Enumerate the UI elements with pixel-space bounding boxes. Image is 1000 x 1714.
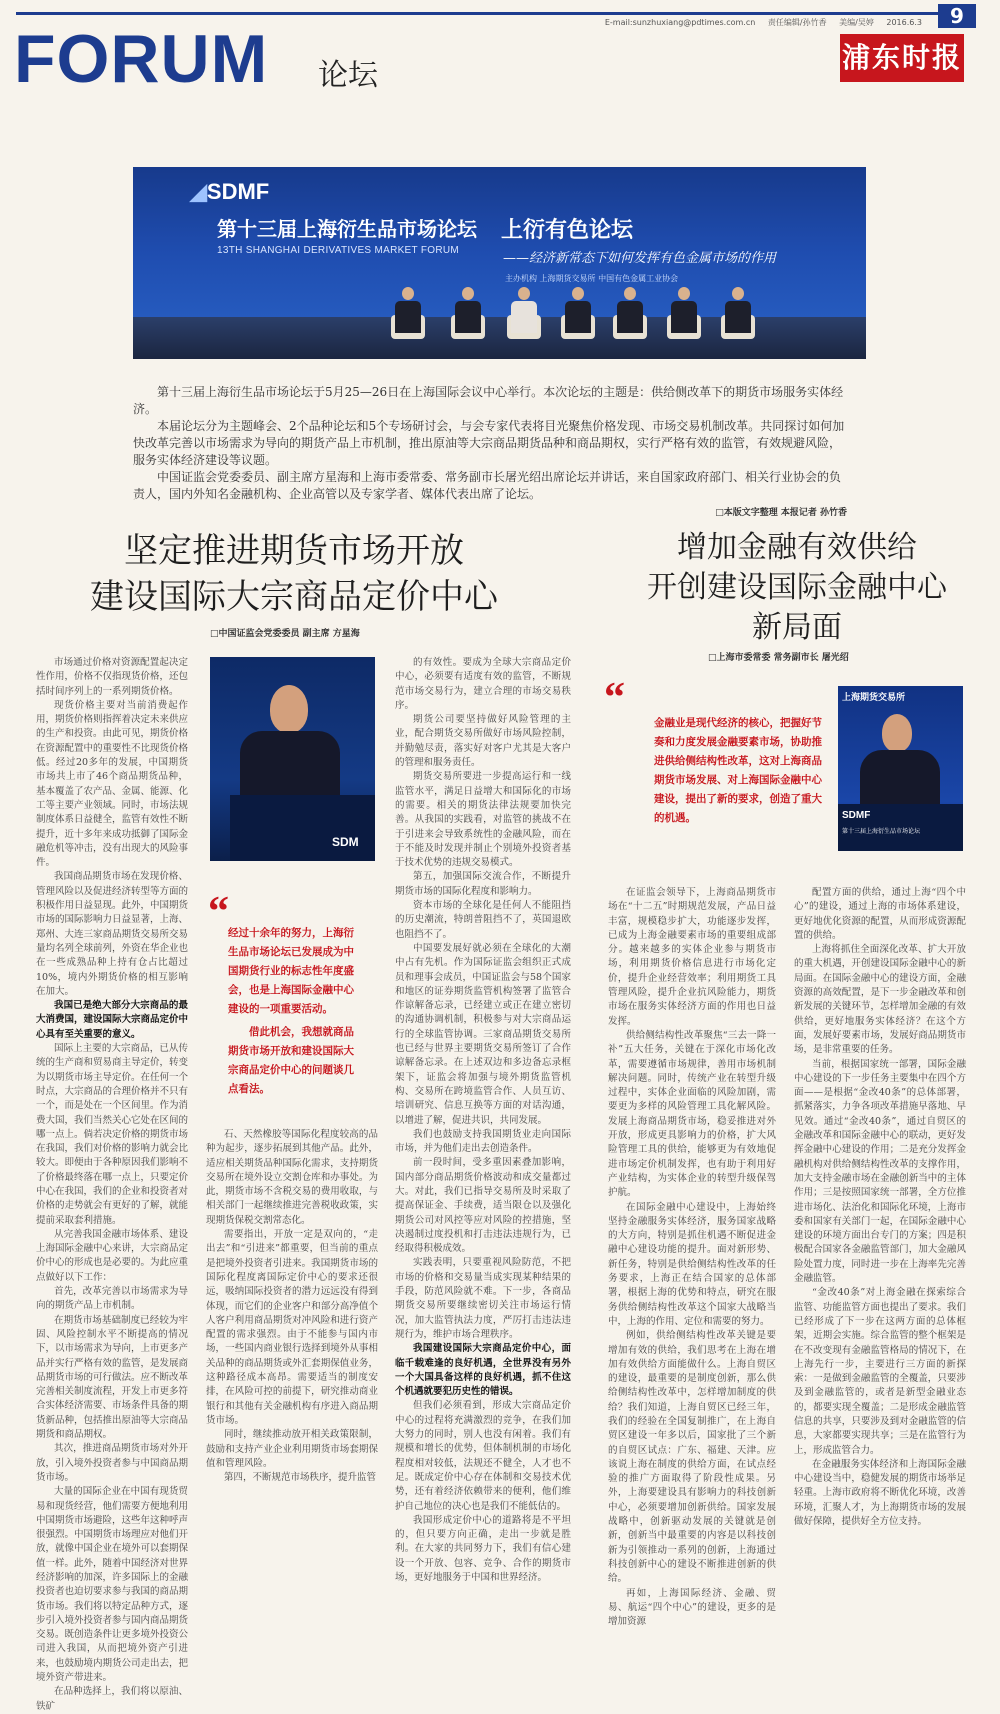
panelist-figure [725,287,751,347]
panelist-figure [671,287,697,347]
page-number: 9 [938,4,976,28]
forum-banner-photo [133,167,866,359]
right-article-headline: 增加金融有效供给 开创建设国际金融中心 新局面 [647,530,947,645]
contact-email[interactable]: E-mail:sunzhuxiang@pdtimes.com.cn [604,18,756,27]
logo-mark-icon: ◢ [190,179,207,204]
header-rule [16,12,940,15]
speaker-head [270,685,308,733]
left-article-headline: 坚定推进期货市场开放 建设国际大宗商品定价中心 [90,531,498,617]
banner-subtitle: ——经济新常态下如何发挥有色金属市场的作用 [503,251,777,266]
banner-title-cn: 第十三届上海衍生品市场论坛 [217,217,477,241]
intro-credit: □本版文字整理 本报记者 孙竹香 [715,508,847,518]
right-article-byline: □上海市委常委 常务副市长 屠光绍 [708,653,849,663]
panelist-figure [395,287,421,347]
photo-banner-text: 上海期货交易所 [842,692,906,702]
right-article-column-1: 在证监会领导下，上海商品期货市场在“十二五”时期规范发展，产品日益丰富，规模稳步扩大，功能逐步发挥，已成为上海金融要素市场的重要组成部分。越来越多的实体企业参与期货市场，利用期货价格信息进行市场化定价，提升企业经营效率；利用期货工具管理风险，提升企业抗风险能力，期货市场在服务实体经济方面的作用也日益发挥。 供给侧结构性改革聚焦“三去一降一补”五大任务，关键在于深化市场化改革，需要遵循市场规律，善用市场机制解决问题。同时，传统产业在转型升级过程中，实体企业面临的风险加剧，需要更为多样的风险管理工具化解风险。发展上海商品期货市场，稳妥推进对外开放，形成更具影响力的价格，扩大风险管理工具的供给，能够更为有效地促进市场定价机制发挥，也有助于利用好产业结构，为实体企业的转型升级保驾护航。 在国际金融中心建设中，上海始终坚持金融服务实体经济，服务国家战略的大方向，特别是抓住机遇不断促进金融中心建设功能的提升。面对新形势、新任务，特别是供给侧结构性改革的任务要求，上海正在结合国家的总体部署，根据上海的优势和特点，研究在服务供给侧结构性改革这个国家大战略当中，上海的作用、定位和需要的努力。 例如，供给侧结构性改革关键是要增加有效的供给，我们思考在上海在增加有效供给方面能做什么。上海自贸区的建设，最重要的是制度创新，那么供给侧结构性改革中，怎样增加制度的供给？我们知道，上海自贸区已经三年，我们的经验在全国复制推广，在上海自贸区建设一年多以后，国家批了三个新的自贸区试点：广东、福建、天津。应该说上海在制度的供给方面，在试点经验的推广方面取得了阶段性成果。另外，上海要建设具有影响力的科技创新中心，必须要增加创新供给。国家发展战略中，创新驱动发展的关键就是创新，创新当中最重要的内容是以科技创新为引领推动一系列的创新，上海通过科技创新中心的建设不断推进创新的供给。 再如，上海国际经济、金融、贸易、航运“四个中心”的建设，更多的是增加资源 [608,887,776,1628]
speaker-photo-fang-xinghai [210,657,375,861]
speaker-photo-tu-guangshao [838,686,963,851]
right-article-column-2: 配置方面的供给，通过上海“四个中心”的建设，通过上海的市场体系建设，更好地优化资源的配置，从而形成资源配置的供给。 上海将抓住全面深化改革、扩大开放的重大机遇，开创建设国际金融中心的新局面。在国际金融中心的建设方面，金融资源的高效配置，是下一步金融改革和创新发展的关键环节，怎样增加金融的有效供给，更好地服务实体经济？在这个方面，发展好要素市场，发展好商品期货市场，是非常重要的任务。 当前，根据国家统一部署，国际金融中心建设的下一步任务主要集中在四个方面——是根据“金改40条”的总体部署，抓紧落实，力争各项改革措施早落地、早见效。通过“金改40条”，通过自贸区的金融改革和国际金融中心的联动，更好发挥金融中心建设的作用；二是充分发挥金融机构对供给侧结构性改革的支撑作用，加大支持金融市场在金融创新当中的主体作用；三是按照国家统一部署，全方位推进市场化、法治化和国际化环境，上海市委和国家有关部门一起，在国际金融中心建设的环境方面出台专门的方案；四是积极配合国家各金融监管部门，加大金融风险处置力度，同时进一步在上海率先完善金融监管。 “金改40条”对上海金融在探索综合监管、功能监管方面也提出了要求。我们已经形成了下一步在这两方面的总体框架，近期会实施。综合监管的整个框架是在不改变现有金融监管格局的情况下，在上海先行一步，主要进行三方面的新探索：一是做到金融监管的全覆盖，只要涉及到金融监管的，或者是新型金融业态的，都要实现全覆盖；二是形成金融监管信息的共享，只要涉及到对金融监管的信息，大家都要实现共享；三是在监管行为上，形成监管合力。 在金融服务实体经济和上海国际金融中心建设当中，稳健发展的期货市场举足轻重。上海市政府将不断优化环境，改善环境，汇聚人才，为上海期货市场的发展做好保障，提供好全方位支持。 [794,887,966,1528]
photo-caption: 第十三届上海衍生品市场论坛 [842,828,921,835]
left-article-column-1: 市场通过价格对资源配置起决定性作用，价格不仅指现货价格，还包括时间序列上的一系列期货价格。 现货价格主要对当前消费起作用，期货价格则指挥着决定未来供应的生产和投资。由此可见，期货价格在资源配置中的重要性不比现货价格低。经过20多年的发展，中国期货市场共上市了46个商品期货品种，基本覆盖了农产品、金属、能源、化工等主要产业领域。同时，市场法规制度体系日益健全，监管有效性不断提升，近十多年来成功抵御了国际金融危机等冲击，没有出现大的风险事件。 我国商品期货市场在发现价格、管理风险以及促进经济转型等方面的积极作用日益显现。此外，中国期货市场的国际影响力日益显著，上海、郑州、大连三家商品期货交易所交易量均名列全球前列，外资在华企业也在一些成熟品种上持有仓占比超过10%，境内外期货价格的相互影响在加大。 我国已是绝大部分大宗商品的最大消费国，建设国际大宗商品定价中心具有至关重要的意义。 国际上主要的大宗商品，已从传统的生产商和贸易商主导定价，转变为以期货市场主导定价。在任何一个时点，大宗商品的合理价格并不只有一个，而是处在一个区间里。作为消费大国，我们当然关心它处在区间的哪一点上。倘若决定价格的期货市场在我国，我们对价格的影响力就会比较大。即便由于各种原因我们影响不了价格最终落在哪一点上，只要定价中心在我国，我们的企业和投资者对价格的走势就会有更好的了解，就能提前采取套利措施。 从完善我国金融市场体系、建设上海国际金融中心来讲，大宗商品定价中心的形成也是必要的。为此应重点做好以下工作： 首先，改革完善以市场需求为导向的期货产品上市机制。 在期货市场基础制度已经较为牢固、风险控制水平不断提高的情况下，以市场需求为导向，上市更多产品并实行严格有效的监管，是发展商品期货市场的可行做法。应不断改革完善相关制度流程，开发上市更多符合实体经济需要、市场条件具备的期货新品种，包括推出原油等大宗商品期货和商品期权。 其次，推进商品期货市场对外开放，引入境外投资者参与中国商品期货市场。 大量的国际企业在中国有现货贸易和现货经营，他们需要方便地利用中国期货市场避险，这些年这种呼声很强烈。中国期货市场理应对他们开放，就像中国企业在境外可以套期保值一样。此外，随着中国经济对世界经济影响的加深，许多国际上的金融投资者也迫切要求参与我国的商品期货市场。我们将以特定品种方式，逐步引入境外投资者参与国内商品期货交易。既创造条件让更多境外投资公司进入我国，从而把境外资产引进来，也鼓励境内期货公司走出去，把境外资产带进来。 在品种选择上，我们将以原油、铁矿 [36,657,189,1712]
panelist-figure [455,287,481,347]
intro-paragraph: 中国证监会党委委员、副主席方星海和上海市委常委、常务副市长屠光绍出席论坛并讲话，来自国家政府部门、相关行业协会的负责人，国内外知名金融机构、企业高管以及专家学者、媒体代表出席了论坛。 [133,470,842,501]
intro-paragraph: 第十三届上海衍生品市场论坛于5月25—26日在上海国际会议中心举行。本次论坛的主题是：供给侧改革下的期货市场服务实体经济。 [133,385,844,416]
stage-floor [133,317,866,359]
intro-block [133,384,847,518]
panelist-figure [565,287,591,347]
panelist-figure [511,287,537,347]
photo-brand: SDMF [842,810,871,821]
sdmf-logo: ◢SDMF [190,179,270,204]
left-article-column-2: 的有效性。要成为全球大宗商品定价中心，必须要有适度有效的监管，不断规范市场交易行为，建立合理的市场交易秩序。 期货公司要坚持做好风险管理的主业，配合期货交易所做好市场风险控制，并勤勉尽责，落实好对客户尤其是大客户的管理和服务责任。 期货交易所要进一步提高运行和一线监管水平，满足日益增大和国际化的市场的需要。相关的期货法律法规要加快完善。从我国的实践看，对监管的挑战不在于引进来会导致系统性的金融风险，而在于不能及时发现并制止个别境外投资者基于技术优势的违规交易模式。 第五，加强国际交流合作，不断提升期货市场的国际化程度和影响力。 资本市场的全球化是任何人不能阻挡的历史潮流，特朗普阻挡不了，英国退欧也阻挡不了。 中国要发展好就必须在全球化的大潮中占有先机。作为国际证监会组织正式成员和理事会成员，中国证监会与58个国家和地区的证券期货监管机构签署了监管合作谅解备忘录，已经建立或正在建立密切的沟通协调机制，积极参与对大宗商品运行的全球监管协调。三家商品期货交易所也已经与世界主要期货交易所签订了合作谅解备忘录。在上述双边和多边备忘录框架下，证监会将加强与境外期货监管机构、交易所在跨境监管合作、人员互访、培训研究、信息互换等方面的对话沟通，以增进了解，促进共识，共同发展。 我们也鼓励支持我国期货业走向国际市场，并为他们走出去创造条件。 前一段时间，受多重因素叠加影响，国内部分商品期货价格波动和成交量都过大。对此，我们已指导交易所及时采取了提高保证金、手续费，适当限仓以及强化期货公司对风控等应对风险的控措施，坚决遏制过度投机和打击违法违规行为，已经取得积极成效。 实践表明，只要重视风险防范，不把市场的价格和交易量当成实现某种结果的手段，防范风险就不难。下一步，各商品期货交易所要继续密切关注市场运行情况，加大监管执法力度，严厉打击违法违规行为，维护市场合理秩序。 我国建设国际大宗商品定价中心，面临千载难逢的良好机遇，全世界没有另外一个大国具备这样的良好机遇，抓不住这个机遇就要犯历史性的错误。 但我们必须看到，形成大宗商品定价中心的过程将充满激烈的竞争，在我们加大努力的同时，别人也没有闲着。我们有规模和增长的优势，但体制机制的市场化程度相对较低，法规还不健全，人才也不足。既成定价中心存在体制和交易技术优势，还有着经济依赖带来的便利，他们维护自己地位的决心也是我们不能低估的。 我国形成定价中心的道路将是不平坦的，但只要方向正确，走出一步就是胜利。在大家的共同努力下，我们有信心建设一个开放、包容、竞争、合作的期货市场，更好地服务于中国和世界经济。 [395,657,571,1583]
section-title-en: FORUM [14,21,269,97]
right-pull-quote: 金融业是现代经济的核心，把握好节奏和力度发展金融要素市场，协助推进供给侧结构性改革，这对上海商品期货市场发展、对上海国际金融中心建设，提出了新的要求，创造了重大的机遇。 [654,717,822,824]
banner-title-en: 13TH SHANGHAI DERIVATIVES MARKET FORUM [217,245,459,256]
banner-organizers: 主办机构 上海期货交易所 中国有色金属工业协会 [505,274,679,283]
issue-date: 2016.6.3 [886,18,922,27]
header-meta [595,17,922,28]
editor-credit: 责任编辑/孙竹香 [767,18,827,27]
photo-brand: SDM [332,835,359,849]
podium [230,795,375,861]
panelist-figure [617,287,643,347]
section-title-cn: 论坛 [318,58,378,93]
quote-mark-icon: “ [604,675,621,721]
newspaper-masthead: 浦东时报 [840,34,964,82]
designer-credit: 美编/吴婷 [839,18,874,27]
quote-mark-icon: “ [208,889,225,935]
speaker-head [882,714,912,752]
left-pull-quote: 经过十余年的努力，上海衍生品市场论坛已发展成为中国期货行业的标志性年度盛会，也是上海国际金融中心建设的一项重要活动。 借此机会，我想就商品期货市场开放和建设国际大宗商品定价中心的问题谈几点看法。 [228,927,354,1095]
speaker-body [860,750,940,810]
banner-theme: 上衍有色论坛 [501,218,634,243]
left-article-column-3: 石、天然橡胶等国际化程度较高的品种为起步，逐步拓展到其他产品。此外，适应相关期货品种国际化需求，支持期货交易所在境外设立交割仓库和办事处。为此，期货市场不含税交易的费用收取，与相关部门一起继续推进完善税收政策，实现期货保税交割常态化。 需要指出，开放一定是双向的，“走出去”和“引进来”都重要，但当前的重点是把境外投资者引进来。我国期货市场的国际化程度离国际定价中心的要求还很远，吸纳国际投资者的潜力远远没有得到体现，而它们的企业客户和部分高净值个人客户利用商品期货对冲风险和进行资产配置的需求强烈。由于不能参与国内市场，一些国内商业银行选择到境外从事相关品种的商品期货或外汇套期保值业务，这种路径成本高昂。需要适当的制度安排，在风险可控的前提下，研究推动商业银行和其他有关金融机构有序进入商品期货市场。 同时，继续推动放开相关政策限制，鼓励和支持产业企业利用期货市场套期保值和管理风险。 第四，不断规范市场秩序，提升监管 [206,1129,378,1484]
intro-paragraph: 本届论坛分为主题峰会、2个品种论坛和5个专场研讨会，与会专家代表将目光聚焦价格发现、市场交易机制改革。共同探讨如何加快改革完善以市场需求为导向的期货产品上市机制，推出原油等大宗商品期货品种和商品期权，实行严格有效的监管，有效规避风险，服务实体经济建设等议题。 [133,419,845,467]
left-article-byline: □中国证监会党委委员 副主席 方星海 [210,629,360,639]
